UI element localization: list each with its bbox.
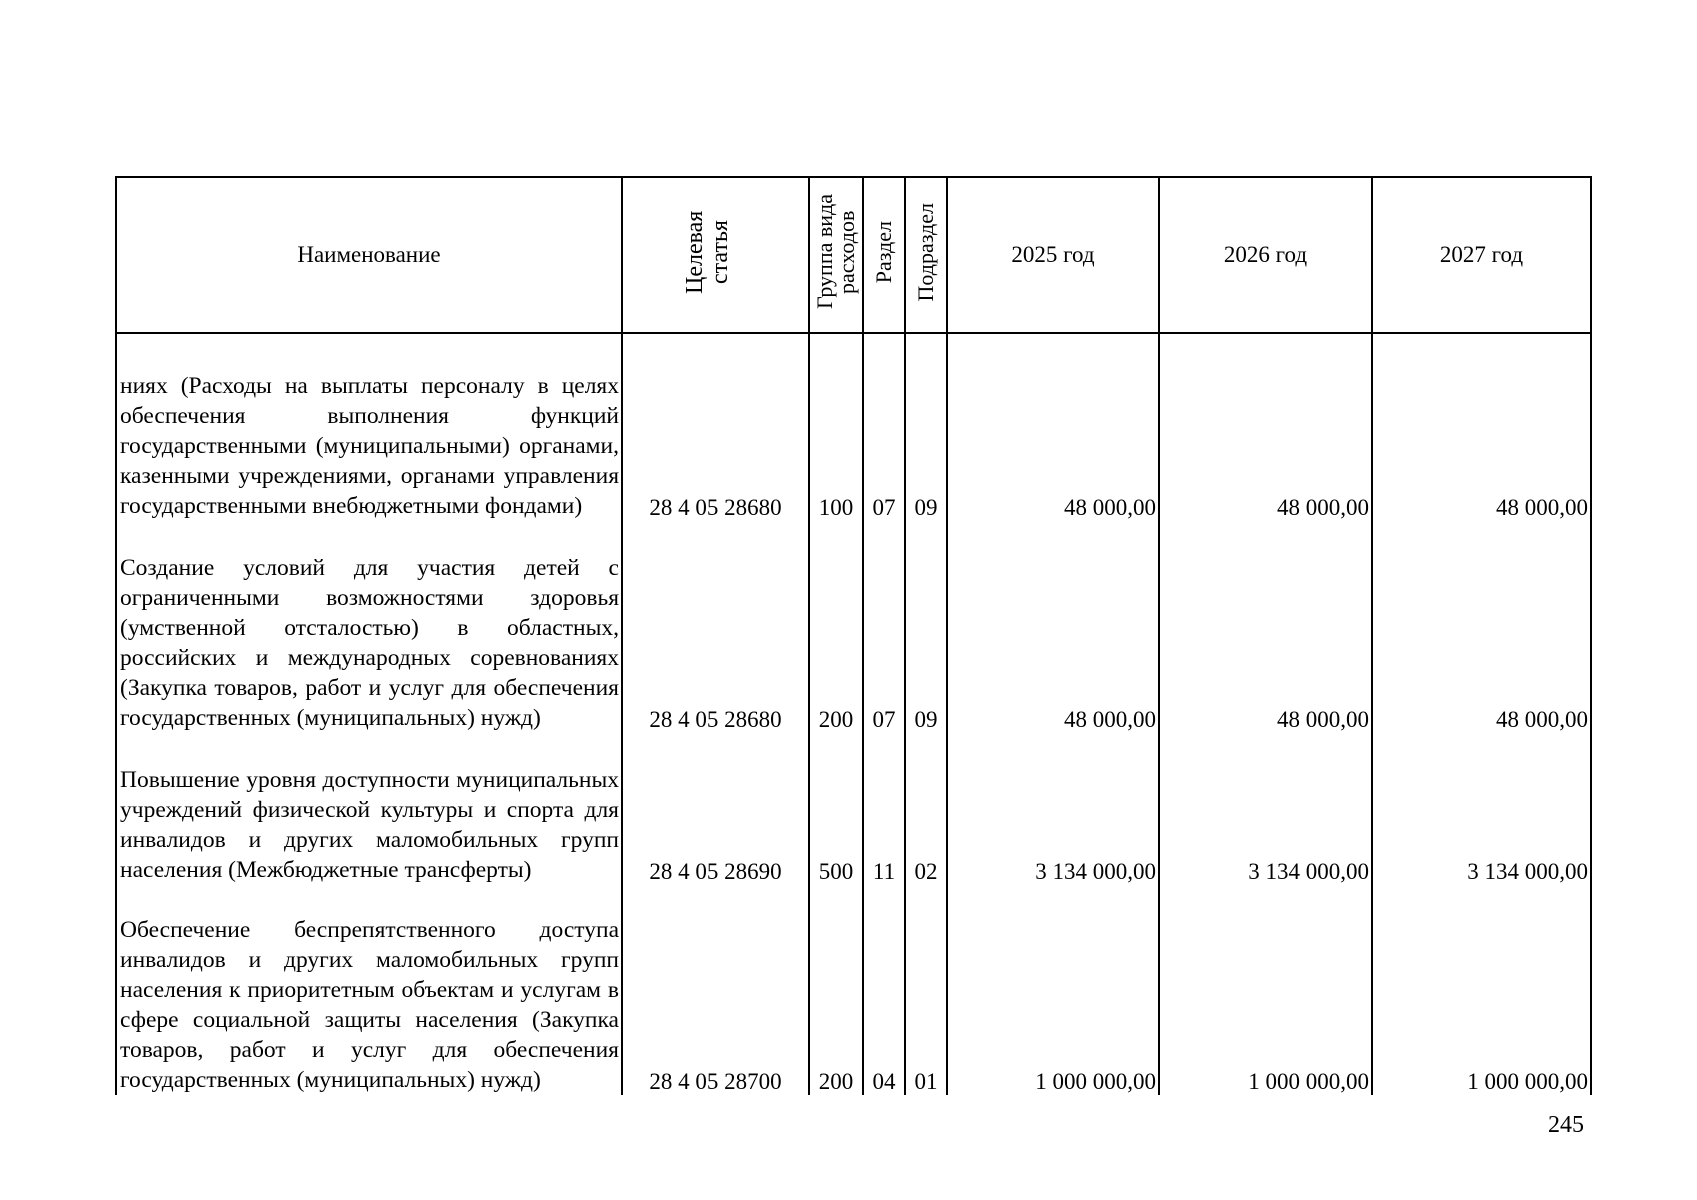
- header-expense-group: Группа вида расходов: [809, 177, 863, 333]
- row-value-2027: 48 000,00: [1372, 333, 1591, 521]
- row-article: 28 4 05 28700: [622, 885, 809, 1095]
- header-year-2027: 2027 год: [1372, 177, 1591, 333]
- page-number: 245: [1548, 1112, 1584, 1138]
- row-subsection: 09: [905, 333, 947, 521]
- row-name: Создание условий для участия детей с ограниченными возможностями здоровья (умственной отсталостью) в областных, российских и международных соревнованиях (Закупка товаров, работ и услуг для обеспечения государственных (муниципальных) нужд): [116, 521, 622, 733]
- row-group: 500: [809, 733, 863, 885]
- header-section: Раздел: [863, 177, 905, 333]
- row-section: 11: [863, 733, 905, 885]
- row-name: ниях (Расходы на выплаты персоналу в целях обеспечения выполнения функций государственными (муниципальными) органами, казенными учреждениями, органами управления государственными внебюджетными фондами): [116, 333, 622, 521]
- header-year-2025: 2025 год: [947, 177, 1159, 333]
- table-row: [116, 885, 1591, 1095]
- table-row: [116, 333, 1591, 521]
- header-target-article: Целевая статья: [622, 177, 809, 333]
- row-value-2025: 1 000 000,00: [947, 885, 1159, 1095]
- row-article: 28 4 05 28690: [622, 733, 809, 885]
- row-group: 100: [809, 333, 863, 521]
- row-subsection: 09: [905, 521, 947, 733]
- row-value-2026: 48 000,00: [1159, 333, 1372, 521]
- row-section: 07: [863, 333, 905, 521]
- row-subsection: 01: [905, 885, 947, 1095]
- row-section: 04: [863, 885, 905, 1095]
- row-value-2027: 1 000 000,00: [1372, 885, 1591, 1095]
- row-value-2025: 3 134 000,00: [947, 733, 1159, 885]
- row-article: 28 4 05 28680: [622, 521, 809, 733]
- row-value-2025: 48 000,00: [947, 521, 1159, 733]
- row-name: Повышение уровня доступности муниципальных учреждений физической культуры и спорта для инвалидов и других маломобильных групп населения (Межбюджетные трансферты): [116, 733, 622, 885]
- table-row: [116, 733, 1591, 885]
- row-value-2027: 3 134 000,00: [1372, 733, 1591, 885]
- row-group: 200: [809, 521, 863, 733]
- row-value-2027: 48 000,00: [1372, 521, 1591, 733]
- row-article: 28 4 05 28680: [622, 333, 809, 521]
- header-year-2026: 2026 год: [1159, 177, 1372, 333]
- table-header-row: [116, 177, 1591, 333]
- row-group: 200: [809, 885, 863, 1095]
- header-subsection: Подраздел: [905, 177, 947, 333]
- table-row: [116, 521, 1591, 733]
- row-value-2025: 48 000,00: [947, 333, 1159, 521]
- row-value-2026: 3 134 000,00: [1159, 733, 1372, 885]
- row-subsection: 02: [905, 733, 947, 885]
- row-value-2026: 1 000 000,00: [1159, 885, 1372, 1095]
- row-section: 07: [863, 521, 905, 733]
- row-value-2026: 48 000,00: [1159, 521, 1372, 733]
- budget-table: [115, 176, 1592, 1095]
- header-name: Наименование: [116, 177, 622, 333]
- row-name: Обеспечение беспрепятственного доступа инвалидов и других маломобильных групп населения к приоритетным объектам и услугам в сфере социальной защиты населения (Закупка товаров, работ и услуг для обеспечения государственных (муниципальных) нужд): [116, 885, 622, 1095]
